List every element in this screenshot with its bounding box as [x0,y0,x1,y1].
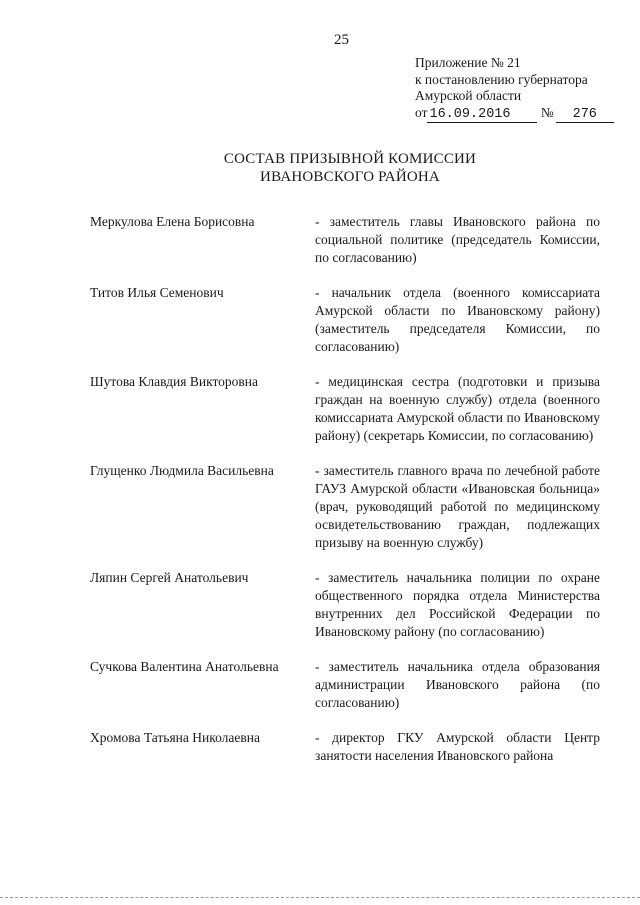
member-role: - директор ГКУ Амурской области Центр занятости населения Ивановского района [315,730,600,763]
member-row [90,569,610,641]
member-name: Ляпин Сергей Анатольевич [90,570,249,585]
member-name: Меркулова Елена Борисовна [90,214,255,229]
member-name: Глущенко Людмила Васильевна [90,463,274,478]
appendix-header [415,55,614,123]
member-role: - заместитель начальника полиции по охране общественного порядка отдела Министерства внутренних дел Российской Федерации по Ивановскому району (по согласованию) [315,570,600,639]
member-role: - заместитель главы Ивановского района по социальной политике (председатель Комиссии, по согласованию) [315,214,600,265]
title-line-2: ИВАНОВСКОГО РАЙОНА [260,169,440,185]
member-name: Сучкова Валентина Анатольевна [90,659,279,674]
document-title [0,150,640,186]
page-number: 25 [334,32,349,48]
member-name: Шутова Клавдия Викторовна [90,374,259,389]
scan-edge-marks [0,897,640,899]
date-prefix: от [415,104,428,120]
member-row [90,462,610,552]
member-row [90,658,610,712]
member-row [90,729,610,765]
member-row [90,284,610,356]
member-role: - заместитель главного врача по лечебной работе ГАУЗ Амурской области «Ивановская больница» (врач, руководящий работой по медицинскому освидетельствованию граждан, подлежащих призыву на военную службу) [315,463,600,550]
appendix-line-3: Амурской области [415,88,522,103]
member-name: Хромова Татьяна Николаевна [90,730,260,745]
appendix-line-2: к постановлению губернатора [415,71,588,87]
member-role: - заместитель начальника отдела образования администрации Ивановского района (по согласованию) [315,659,600,710]
commission-members-list [90,213,610,765]
appendix-date-line [415,105,614,123]
member-role: - начальник отдела (военного комиссариата Амурской области по Ивановскому району) (заместитель председателя Комиссии, по согласованию) [315,285,600,354]
number-prefix: № [540,104,554,120]
member-role: - медицинская сестра (подготовки и призыва граждан на военную службу) отдела (военного комиссариата Амурской области по Ивановскому району) (секретарь Комиссии, по согласованию) [315,374,600,443]
decree-number: 276 [556,108,614,123]
decree-date: 16.09.2016 [427,108,537,123]
appendix-line-1: Приложение № 21 [415,55,521,70]
title-line-1: СОСТАВ ПРИЗЫВНОЙ КОМИССИИ [223,151,477,167]
member-name: Титов Илья Семенович [90,285,224,300]
member-row [90,373,610,445]
member-row [90,213,610,267]
